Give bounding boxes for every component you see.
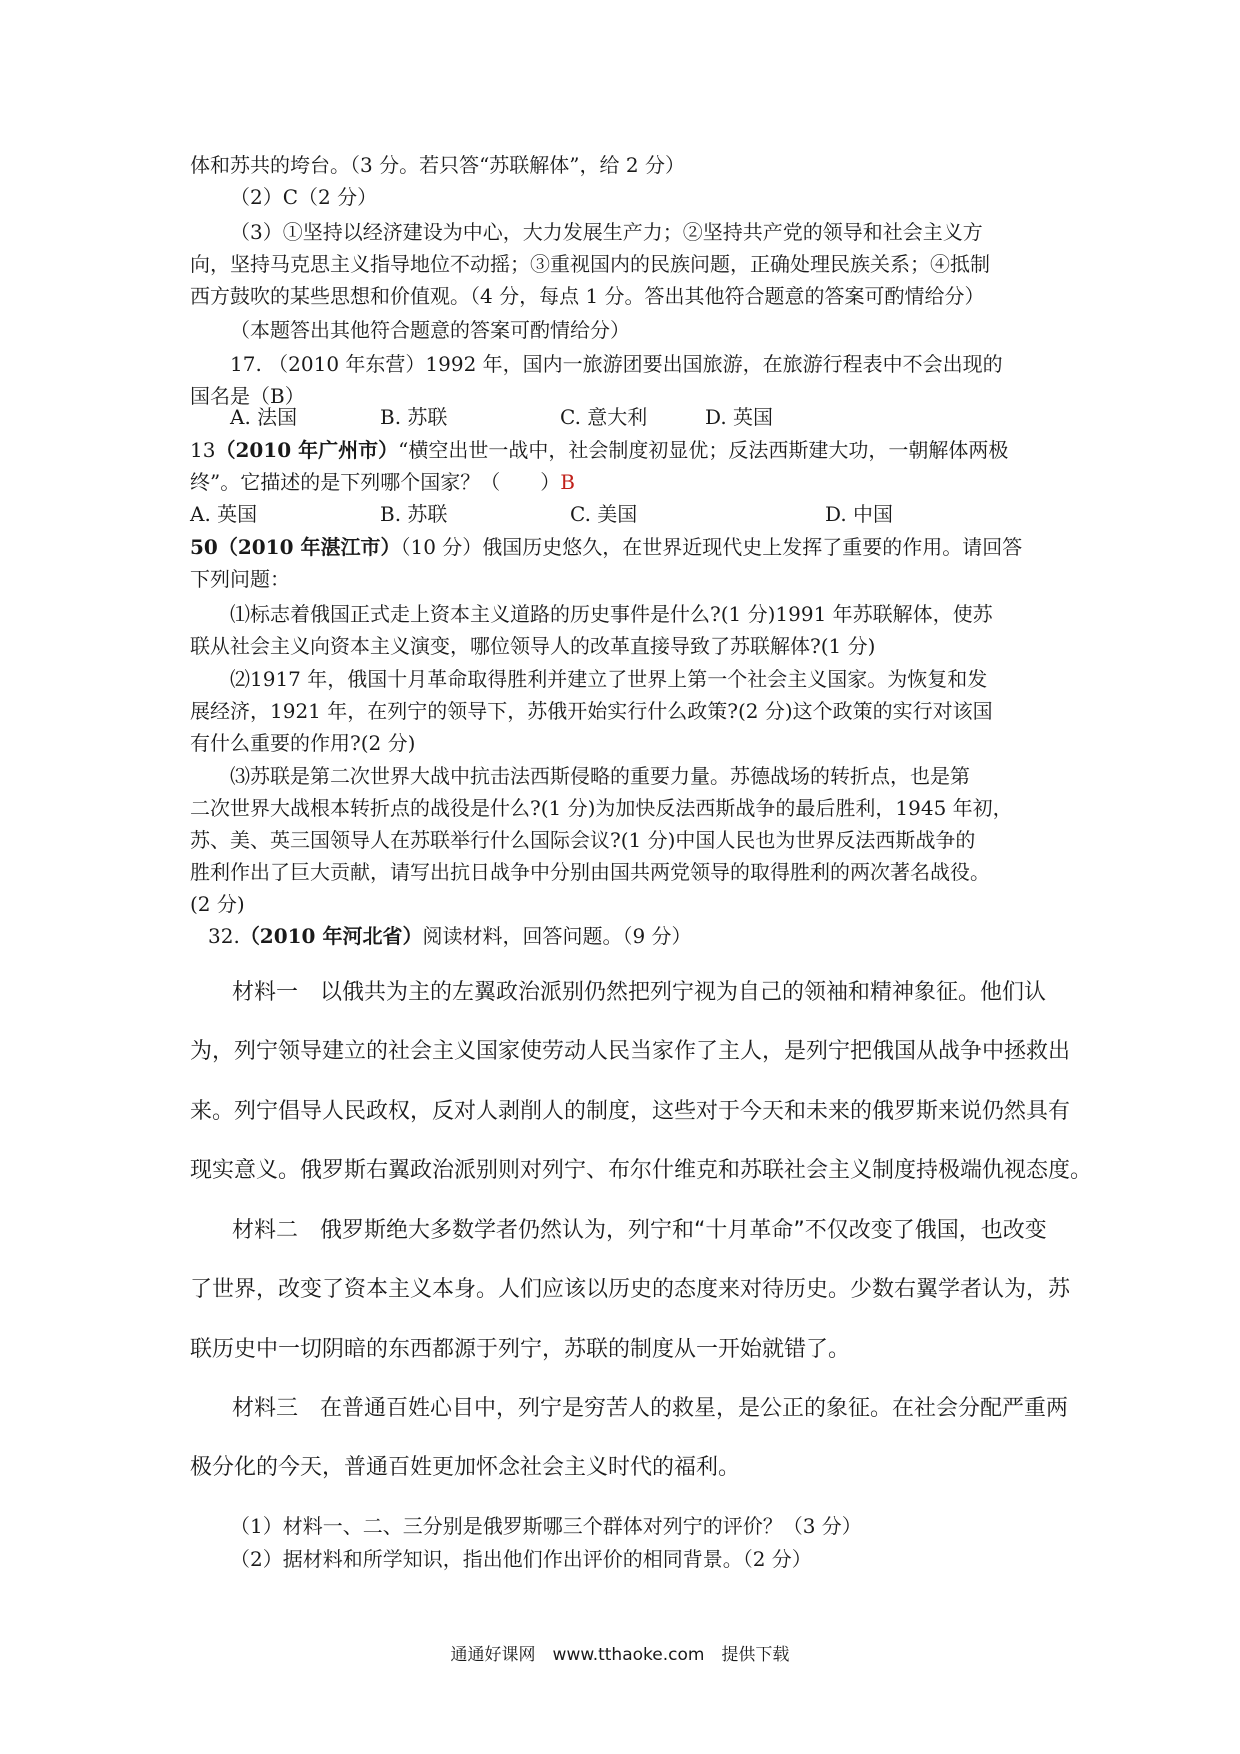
answer-3-line-2: 向，坚持马克思主义指导地位不动摇；③重视国内的民族问题，正确处理民族关系；④抵制 xyxy=(190,252,990,276)
q50-stem: （10 分）俄国历史悠久，在世界近现代史上发挥了重要的作用。请回答 xyxy=(400,535,1023,559)
q13-answer: B xyxy=(560,470,575,494)
material-1-line-2: 为，列宁领导建立的社会主义国家使劳动人民当家作了主人，是列宁把俄国从战争中拯救出 xyxy=(190,1039,1071,1064)
q50-part3-line-2: 二次世界大战根本转折点的战役是什么?(1 分)为加快反法西斯战争的最后胜利，1945 年初， xyxy=(190,796,1013,820)
q32-sub-1: （1）材料一、二、三分别是俄罗斯哪三个群体对列宁的评价？（3 分） xyxy=(230,1514,862,1538)
q50-part1-line-2: 联从社会主义向资本主义演变，哪位领导人的改革直接导致了苏联解体?(1 分) xyxy=(190,634,876,658)
q50-part3-line-5: (2 分) xyxy=(190,892,245,916)
q32-heading xyxy=(208,922,692,950)
material-1-line-4: 现实意义。俄罗斯右翼政治派别则对列宁、布尔什维克和苏联社会主义制度持极端仇视态度。 xyxy=(190,1158,1093,1183)
q13-line-1 xyxy=(190,436,1008,464)
q13-line-2 xyxy=(190,468,575,496)
q50-part3-line-3: 苏、美、英三国领导人在苏联举行什么国际会议?(1 分)中国人民也为世界反法西斯战争的 xyxy=(190,828,976,852)
answer-3-line-3: 西方鼓吹的某些思想和价值观。（4 分，每点 1 分。答出其他符合题意的答案可酌情给分） xyxy=(190,284,985,308)
material-1-line-1: 材料一 以俄共为主的左翼政治派别仍然把列宁视为自己的领袖和精神象征。他们认 xyxy=(232,980,1047,1005)
q13-stem: “横空出世一战中，社会制度初显优；反法西斯建大功，一朝解体两极 xyxy=(398,438,1009,462)
answer-note: （本题答出其他符合题意的答案可酌情给分） xyxy=(230,318,630,342)
q32-number: 32. xyxy=(208,924,240,948)
answer-line-1: 体和苏共的垮台。（3 分。若只答“苏联解体”，给 2 分） xyxy=(190,153,685,177)
q17-option-d: D. 英国 xyxy=(705,405,774,429)
q13-source: （2010 年广州市） xyxy=(215,438,399,462)
material-1-line-3: 来。列宁倡导人民政权，反对人剥削人的制度，这些对于今天和未来的俄罗斯来说仍然具有 xyxy=(190,1099,1071,1124)
q50-head: 50（2010 年湛江市） xyxy=(190,535,401,559)
q13-option-a: A. 英国 xyxy=(190,502,258,526)
q17-line-1: 17. （2010 年东营）1992 年，国内一旅游团要出国旅游，在旅游行程表中不会出现的 xyxy=(230,352,1003,376)
q13-stem-end: 终”。它描述的是下列哪个国家？（ ） xyxy=(190,470,561,494)
material-3-line-2: 极分化的今天，普通百姓更加怀念社会主义时代的福利。 xyxy=(190,1455,741,1480)
q32-sub-2: （2）据材料和所学知识，指出他们作出评价的相同背景。（2 分） xyxy=(230,1547,812,1571)
q13-option-b: B. 苏联 xyxy=(380,502,448,526)
material-2-line-2: 了世界，改变了资本主义本身。人们应该以历史的态度来对待历史。少数右翼学者认为，苏 xyxy=(190,1277,1071,1302)
q50-part1-line-1: ⑴标志着俄国正式走上资本主义道路的历史事件是什么?(1 分)1991 年苏联解体，使苏 xyxy=(230,602,993,626)
q17-option-c: C. 意大利 xyxy=(560,405,648,429)
material-3-line-1: 材料三 在普通百姓心目中，列宁是穷苦人的救星，是公正的象征。在社会分配严重两 xyxy=(232,1396,1069,1421)
q50-line-2: 下列问题： xyxy=(190,567,290,591)
material-2-line-1: 材料二 俄罗斯绝大多数学者仍然认为，列宁和“十月革命”不仅改变了俄国，也改变 xyxy=(232,1218,1047,1243)
q50-part2-line-2: 展经济，1921 年，在列宁的领导下，苏俄开始实行什么政策?(2 分)这个政策的实行对该国 xyxy=(190,699,993,723)
q17-option-b: B. 苏联 xyxy=(380,405,448,429)
q50-line-1 xyxy=(190,533,1022,561)
q32-stem: 阅读材料，回答问题。（9 分） xyxy=(422,924,692,948)
q32-source: （2010 年河北省） xyxy=(239,924,423,948)
page-footer: 通通好课网 www.tthaoke.com 提供下载 xyxy=(450,1645,790,1665)
q13-option-c: C. 美国 xyxy=(570,502,638,526)
q17-option-a: A. 法国 xyxy=(230,405,298,429)
answer-2: （2）C（2 分） xyxy=(230,185,378,209)
q17-line-2: 国名是（B） xyxy=(190,384,305,408)
q50-part2-line-1: ⑵1917 年，俄国十月革命取得胜利并建立了世界上第一个社会主义国家。为恢复和发 xyxy=(230,667,988,691)
q50-part2-line-3: 有什么重要的作用?(2 分) xyxy=(190,731,416,755)
material-2-line-3: 联历史中一切阴暗的东西都源于列宁，苏联的制度从一开始就错了。 xyxy=(190,1337,851,1362)
q50-part3-line-4: 胜利作出了巨大贡献，请写出抗日战争中分别由国共两党领导的取得胜利的两次著名战役。 xyxy=(190,860,990,884)
answer-3-line-1: （3）①坚持以经济建设为中心，大力发展生产力；②坚持共产党的领导和社会主义方 xyxy=(230,220,983,244)
q50-part3-line-1: ⑶苏联是第二次世界大战中抗击法西斯侵略的重要力量。苏德战场的转折点，也是第 xyxy=(230,764,970,788)
q13-number: 13 xyxy=(190,438,216,462)
q13-option-d: D. 中国 xyxy=(825,502,894,526)
